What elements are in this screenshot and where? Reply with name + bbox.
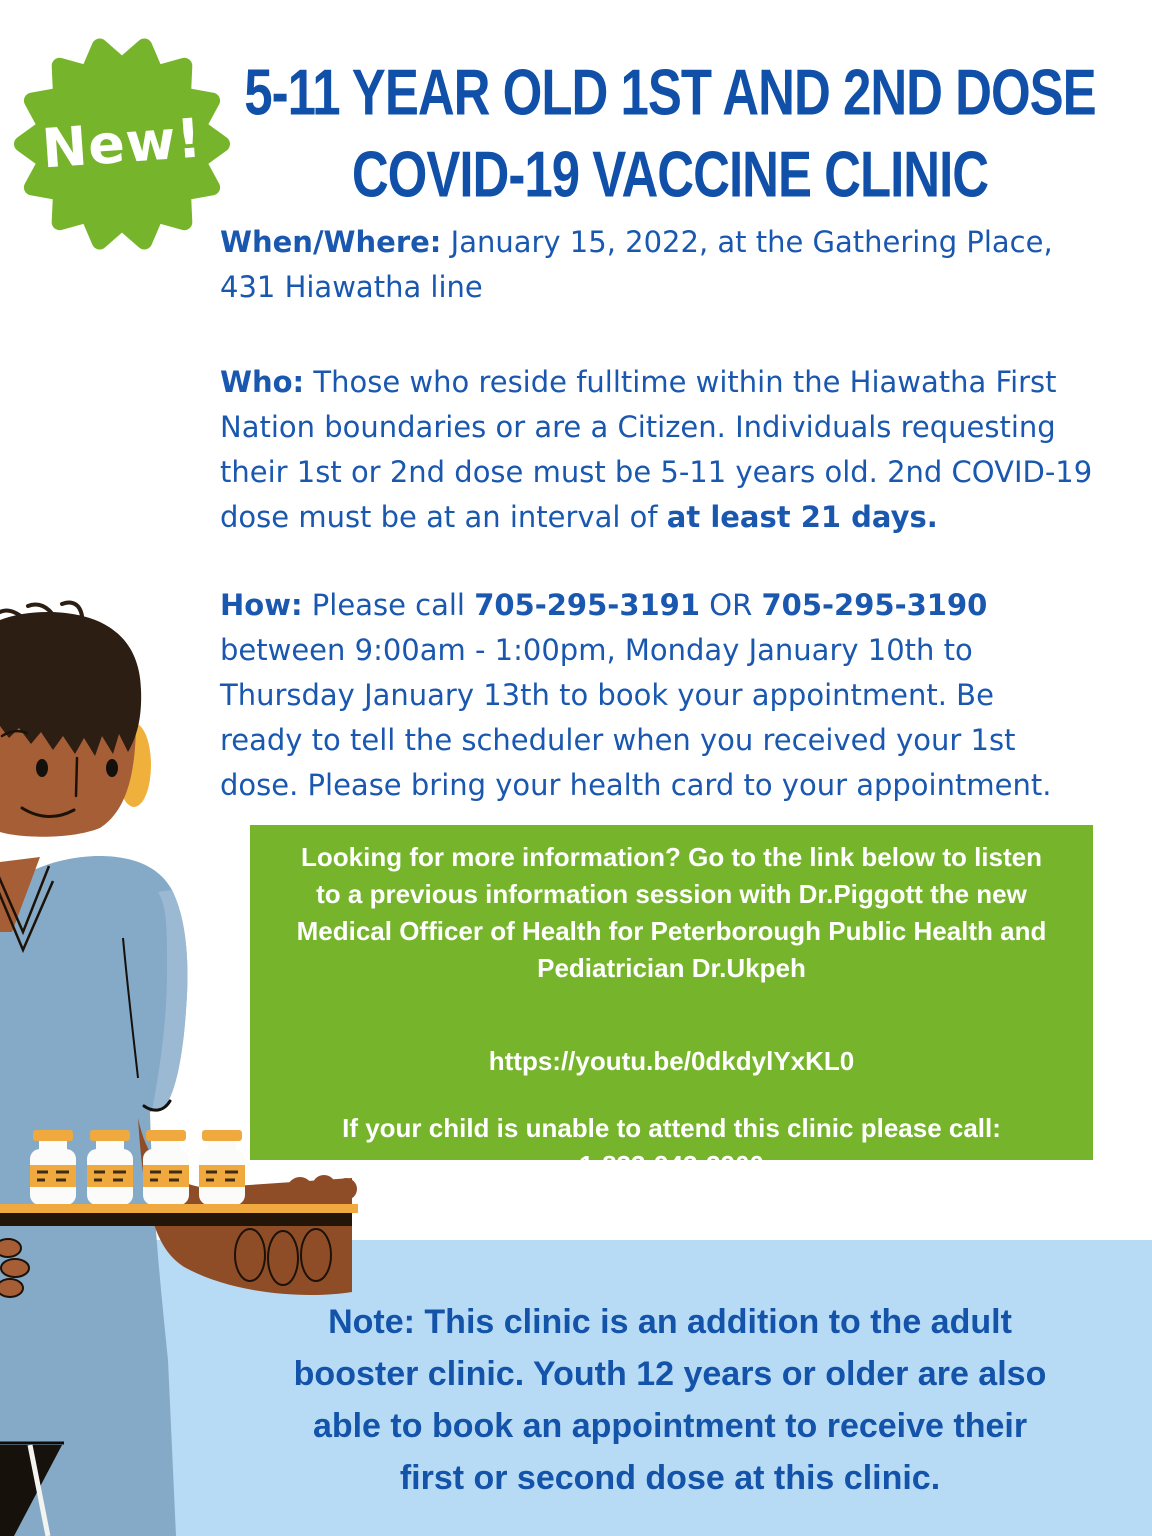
video-link-row xyxy=(250,1015,1093,1080)
info-box xyxy=(250,825,1093,1180)
new-badge-label: New! xyxy=(39,106,205,181)
text-line: Thursday January 13th to book your appointment. Be xyxy=(220,678,994,712)
section-when-where xyxy=(220,220,1053,310)
text-line: their 1st or 2nd dose must be 5-11 years old. 2nd COVID-19 xyxy=(220,455,1093,489)
text-line: If your child is unable to attend this clinic please call: xyxy=(342,1113,1001,1143)
text-line: When/Where: January 15, 2022, at the Gathering Place, xyxy=(220,225,1053,259)
text-line: ready to tell the scheduler when you received your 1st xyxy=(220,723,1016,757)
phone-number: 705-295-3191 xyxy=(474,588,701,622)
text-line: dose. Please bring your health card to your appointment. xyxy=(220,768,1052,802)
person-eye-right xyxy=(106,759,118,777)
new-badge xyxy=(14,36,230,252)
text-line: Medical Officer of Health for Peterborough Public Health and xyxy=(296,916,1047,946)
title-line-2: COVID-19 VACCINE CLINIC xyxy=(351,137,989,211)
fallback-info xyxy=(250,1110,1093,1184)
text-line: between 9:00am - 1:00pm, Monday January 10th to xyxy=(220,633,973,667)
text-line: Who: Those who reside fulltime within the Hiawatha First xyxy=(220,365,1057,399)
text-line: to a previous information session with Dr.Piggott the new xyxy=(316,879,1027,909)
text-line: Pediatrician Dr.Ukpeh xyxy=(537,953,806,983)
phone-number: 705-295-3190 xyxy=(761,588,988,622)
text-line: Note: This clinic is an addition to the adult xyxy=(328,1303,1012,1341)
vaccine-vial xyxy=(199,1130,245,1205)
person-nose xyxy=(76,758,77,796)
section-how xyxy=(220,583,1051,808)
person-eye-left xyxy=(36,759,48,777)
text-line: dose must be at an interval of at least 21 days. xyxy=(220,500,938,534)
title-line-1: 5-11 YEAR OLD 1ST AND 2ND DOSE xyxy=(244,55,1096,129)
text-line: 431 Hiawatha line xyxy=(220,270,483,304)
text-line: Nation boundaries or are a Citizen. Individuals requesting xyxy=(220,410,1056,444)
text-line: booster clinic. Youth 12 years or older are also xyxy=(293,1355,1047,1393)
youtube-link[interactable]: https://youtu.be/0dkdylYxKL0 xyxy=(488,1046,855,1076)
page-title xyxy=(230,52,1110,216)
phone-number: 1-833-943-3900 xyxy=(578,1150,765,1180)
person-fingers xyxy=(235,1229,331,1285)
text-line: How: Please call 705-295-3191 OR 705-295-3190 xyxy=(220,588,988,622)
text-line: able to book an appointment to receive their xyxy=(312,1407,1028,1445)
vial-tray xyxy=(0,1204,358,1226)
note-box xyxy=(170,1296,1152,1504)
text-line: Looking for more information? Go to the link below to listen xyxy=(301,842,1042,872)
info-paragraph xyxy=(250,839,1093,987)
text-line: first or second dose at this clinic. xyxy=(399,1459,941,1497)
section-who xyxy=(220,360,1092,540)
